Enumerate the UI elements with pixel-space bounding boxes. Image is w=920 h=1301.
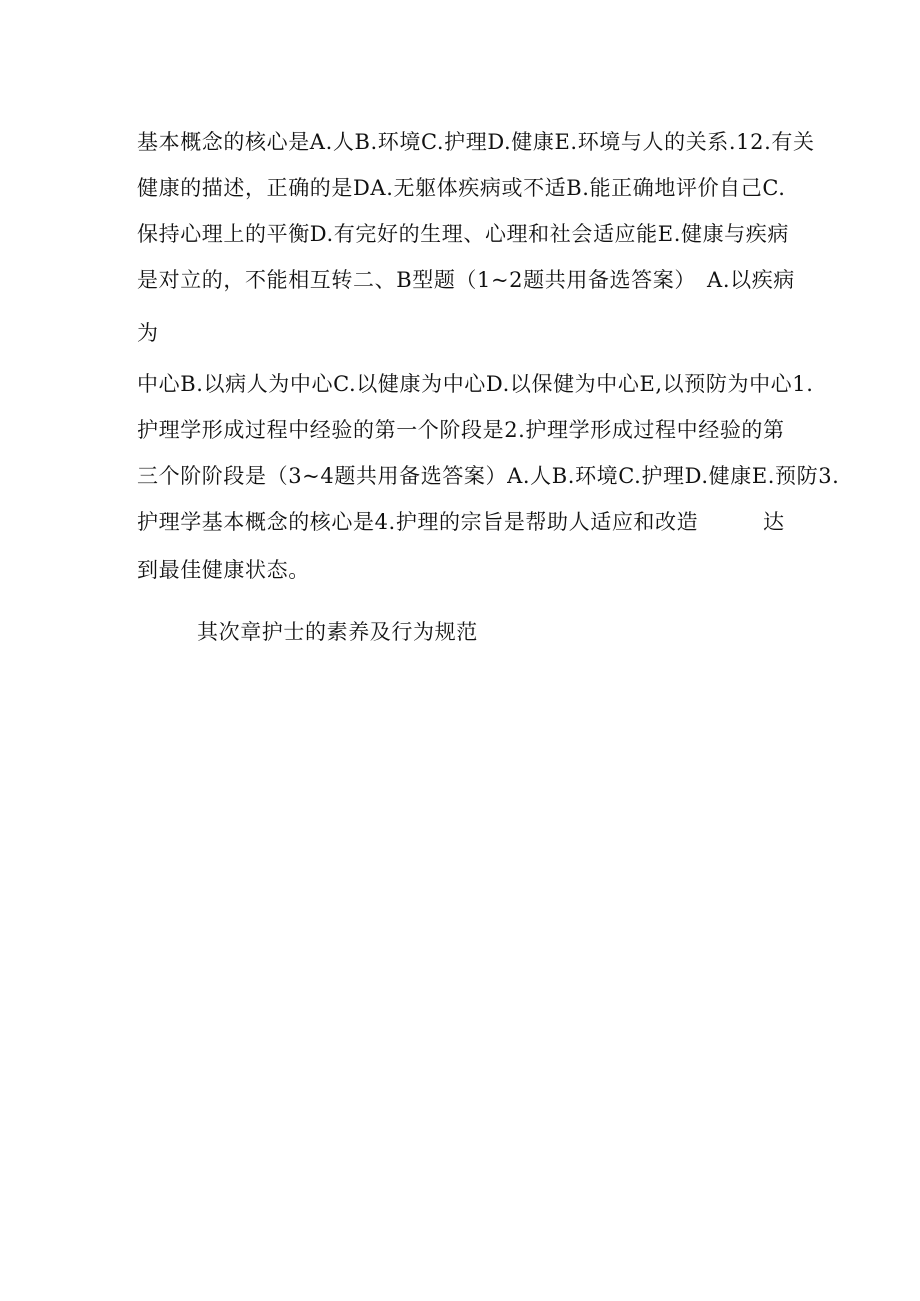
text-line-1: 基本概念的核心是A.人B.环境C.护理D.健康E.环境与人的关系.12.有关	[137, 130, 815, 154]
text-line-3: 保持心理上的平衡D.有完好的生理、心理和社会适应能E.健康与疾病	[137, 222, 789, 246]
text-line-8: 三个阶阶段是（3~4题共用备选答案）A.人B.环境C.护理D.健康E.预防3.	[137, 464, 840, 488]
text-line-5: 为	[137, 321, 159, 345]
text-line-2: 健康的描述，正确的是DA.无躯体疾病或不适B.能正确地评价自己C.	[137, 176, 786, 200]
text-line-6: 中心B.以病人为中心C.以健康为中心D.以保健为中心E,以预防为中心1.	[137, 372, 814, 396]
text-line-7: 护理学形成过程中经验的第一个阶段是2.护理学形成过程中经验的第	[137, 418, 785, 442]
text-line-4: 是对立的，不能相互转二、B型题（1~2题共用备选答案） A.以疾病	[137, 268, 795, 292]
chapter-heading: 其次章护士的素养及行为规范	[197, 620, 478, 644]
text-line-9: 护理学基本概念的核心是4.护理的宗旨是帮助人适应和改造 达	[137, 510, 785, 534]
text-line-10: 到最佳健康状态。	[137, 558, 310, 582]
